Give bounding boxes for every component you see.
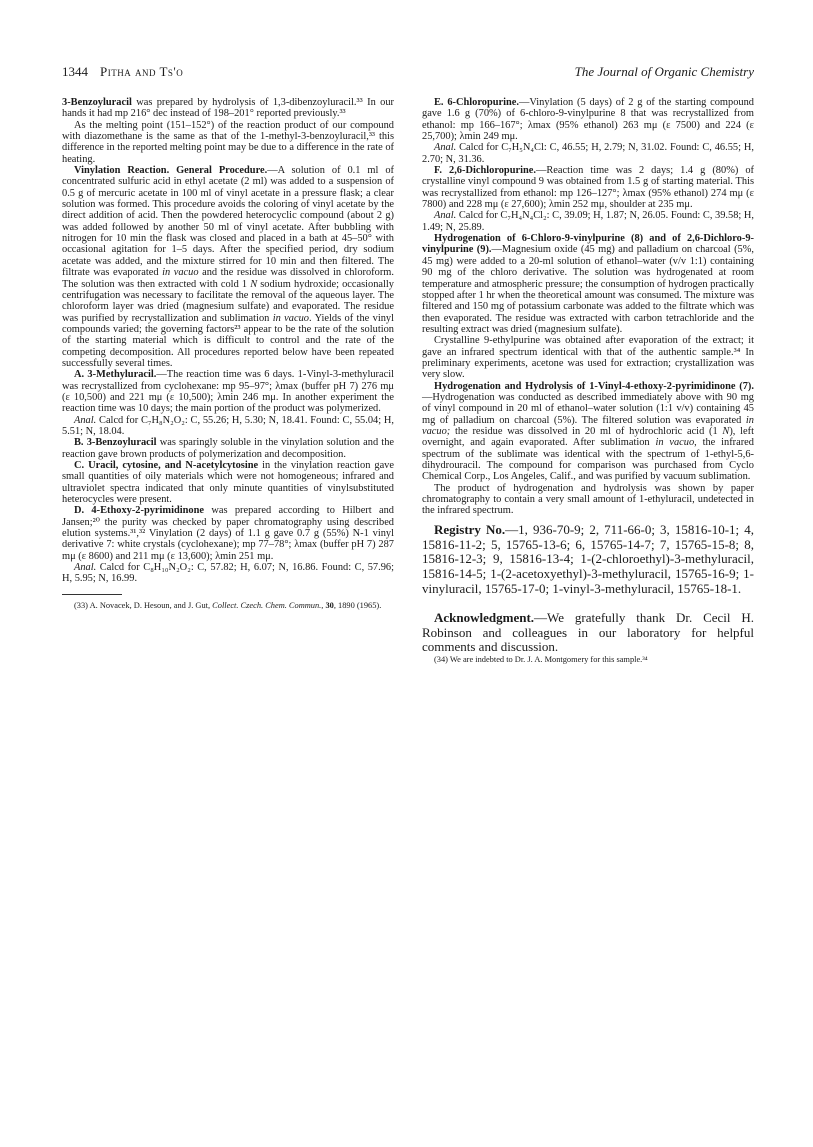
- acknowledgment-heading: Acknowledgment.: [434, 609, 535, 625]
- paragraph-heading: Hydrogenation and Hydrolysis of 1-Vinyl-4-ethoxy-2-pyrimidinone (7).: [434, 380, 754, 392]
- page-number: 1344: [62, 64, 88, 79]
- analysis-methyluracil: Anal. Calcd for C₇H₈N₂O₂: C, 55.26; H, 5.30; N, 18.41. Found: C, 55.04; H, 5.51; N, 18.04.: [62, 414, 394, 437]
- footnote-34: (34) We are indebted to Dr. J. A. Montgomery for this sample.³⁴: [434, 655, 648, 665]
- running-authors: Pitha and Ts'o: [100, 64, 184, 79]
- footnote-divider: [62, 594, 122, 595]
- paragraph-ethylpurine: Crystalline 9-ethylpurine was obtained after evaporation of the extract; it gave an infrared spectrum identical with that of the authentic sample.³⁴ In preliminary experiments, acetone was used for extraction; crystallization was very slow.: [422, 335, 754, 381]
- paragraph-heading: D. 4-Ethoxy-2-pyrimidinone: [74, 505, 205, 517]
- right-column: [422, 97, 754, 665]
- journal-title: The Journal of Organic Chemistry: [574, 64, 754, 79]
- paragraph-heading: Hydrogenation of 6-Chloro-9-vinylpurine (8) and of 2,6-Dichloro-9-vinylpurine (9).: [422, 233, 754, 256]
- analysis-ethoxy-pyrimidinone: Anal. Calcd for C₈H₁₀N₂O₂: C, 57.82; H, 6.07; N, 16.86. Found: C, 57.96; H, 5.95; N, 16.99.: [62, 562, 394, 585]
- paragraph-heading: C. Uracil, cytosine, and N-acetylcytosine: [74, 460, 259, 471]
- paragraph-heading: B. 3-Benzoyluracil: [74, 437, 157, 449]
- paragraph-vinylation-procedure: Vinylation Reaction. General Procedure.—A solution of 0.1 ml of concentrated sulfuric acid in ethyl acetate (2 ml) was added to a suspension of 0.5 g of mercuric acetate in 100 ml of vinyl acetate in a pressure flask; a clear solution was formed. This procedure avoids the coloring of vinyl acetate by the direct addition of acid. Then the powdered heterocyclic compound (about 2 g) was added followed by another 50 ml of vinyl acetate. After bubbling with nitrogen for 10 min the flask was closed and placed in a bath at 45–50° with occasional agitation for 1–5 days. After the specified period, dry sodium acetate was added, and the mixture stirred for 10 min and then filtered. The filtrate was evaporated in vacuo and the residue was dissolved in chloroform. The solution was then extracted with cold 1 N sodium hydroxide; occasionally centrifugation was necessary to facilitate the removal of the aqueous layer. The chloroform layer was dried (magnesium sulfate) and evaporated. The residue was purified by recrystallization and sublimation in vacuo. Yields of the vinyl compounds varied; the governing factors²³ appear to be the rate of the solution of the starting material which is difficult to control and the rate of the competing decomposition. All procedures reported below have been repeated successfully several times.: [62, 165, 394, 369]
- paragraph-melting-point: As the melting point (151–152°) of the reaction product of our compound with diazomethane is the same as that of the 1-methyl-3-benzoyluracil,³³ this difference in the reported melting point may be due to a difference in the rate of heating.: [62, 119, 394, 165]
- analysis-chloropurine: Anal. Calcd for C₇H₅N₄Cl: C, 46.55; H, 2.79; N, 31.02. Found: C, 46.55; H, 2.70; N, 31.36.: [422, 142, 754, 165]
- analysis-dichloropurine: Anal. Calcd for C₇H₄N₄Cl₂: C, 39.09; H, 1.87; N, 26.05. Found: C, 39.58; H, 1.49; N, 25.89.: [422, 210, 754, 233]
- paragraph-chloropurine: E. 6-Chloropurine.—Vinylation (5 days) of 2 g of the starting compound gave 1.6 g (70%) of 6-chloro-9-vinylpurine 8 that was recrystallized from ethanol: mp 166–167°; λmax (95% ethanol) 263 mμ (ε 7500) and 224 (ε 25,700); λmin 249 mμ.: [422, 97, 754, 143]
- paragraph-hydrogenation-purines: Hydrogenation of 6-Chloro-9-vinylpurine (8) and of 2,6-Dichloro-9-vinylpurine (9).—Magnesium oxide (45 mg) and palladium on charcoal (5%, 45 mg) were added to a 20-ml solution of ethanol–water (v/v 1:1) containing 90 mg of the chloro derivative. The solution was hydrogenated at room temperature and atmospheric pressure; the consumption of hydrogen practically stopped after 1 hr when the theoretical amount was consumed. The mixture was filtered and 150 mg of potassium carbonate was added to the filtrate which was then evaporated. The residue was extracted with carbon tetrachloride and the resulting extract was dried (magnesium sulfate).: [422, 233, 755, 335]
- registry-numbers: Registry No.—1, 936-70-9; 2, 711-66-0; 3, 15816-10-1; 4, 15816-11-2; 5, 15765-13-6; 6, 15765-14-7; 7, 15765-15-8; 8, 15816-12-3; 9, 15816-13-4; 1-(2-chloroethyl)-3-methyluracil, 15816-14-5; 1-(2-acetoxyethyl)-3-methyluracil, 15765-16-9; 1-vinyluracil, 15765-17-0; 1-vinyl-3-methyluracil, 15765-18-1.: [422, 521, 754, 596]
- left-column: [62, 97, 394, 610]
- paragraph-hydrogenation-hydrolysis: Hydrogenation and Hydrolysis of 1-Vinyl-4-ethoxy-2-pyrimidinone (7).—Hydrogenation was conducted as described immediately above with 90 mg of vinyl compound in 20 ml of ethanol–water solution (1:1 v/v) containing 45 mg of palladium on charcoal (5%). The filtered solution was evaporated in vacuo; the residue was dissolved in 20 ml of hydrochloric acid (1 N), left overnight, and again evaporated. After sublimation in vacuo, the infrared spectrum of the sublimate was identical with the spectrum of 1-ethyl-5,6-dihydrouracil. The compound for comparison was purchased from Cyclo Chemical Corp., Los Angeles, Calif., and was purified by vacuum sublimation.: [422, 380, 754, 483]
- running-header: [62, 64, 754, 84]
- paragraph-benzoyluracil: [62, 97, 394, 120]
- paragraph-heading: E. 6-Chloropurine.: [434, 97, 520, 108]
- paragraph-heading: F. 2,6-Dichloropurine.: [434, 165, 536, 177]
- paragraph-heading: A. 3-Methyluracil.: [74, 369, 157, 381]
- paragraph-ethyluracil: The product of hydrogenation and hydrolysis was shown by paper chromatography to contain a very small amount of 1-ethyluracil, undetected in the infrared spectrum.: [422, 482, 754, 517]
- paragraph-dichloropurine: F. 2,6-Dichloropurine.—Reaction time was 2 days; 1.4 g (80%) of crystalline vinyl compound 9 was obtained from 1.5 g of starting material. This was recrystallized from ethanol: mp 126–127°; λmax (95% ethanol) 274 mμ (ε 7800) and 228 mμ (ε 27,600); λmin 252 mμ, shoulder at 235 mμ.: [422, 165, 754, 211]
- paragraph-uracil-cytosine: C. Uracil, cytosine, and N-acetylcytosine in the vinylation reaction gave small quantities of oily materials which were not homogeneous; infrared and ultraviolet spectra indicated that only minute quantities of vinylsubstituted heterocycles were present.: [62, 460, 394, 506]
- footnote-33: (33) A. Novacek, D. Hesoun, and J. Gut, Collect. Czech. Chem. Commun., 30, 1890 (1965).: [74, 600, 382, 610]
- paragraph-methyluracil: A. 3-Methyluracil.—The reaction time was 6 days. 1-Vinyl-3-methyluracil was recrystallized from cyclohexane: mp 95–97°; λmax (buffer pH 7) 276 mμ (ε 10,500) and 221 mμ (ε 10,500); λmin 246 mμ. In another experiment the reaction time was 10 days; the main portion of the product was polymerized.: [62, 369, 394, 415]
- paragraph-heading: 3-Benzoyluracil: [62, 97, 132, 108]
- paragraph-text: was prepared by hydrolysis of 1,3-dibenzoyluracil.³³ In our hands it had mp 216° dec instead of 198–201° reported previously.³³: [62, 97, 394, 120]
- paragraph-benzoyluracil-vinylation: B. 3-Benzoyluracil was sparingly soluble in the vinylation solution and the reaction gave brown products of polymerization and decomposition.: [62, 437, 394, 460]
- acknowledgment: Acknowledgment.—We gratefully thank Dr. Cecil H. Robinson and colleagues in our laboratory for helpful comments and discussion.: [422, 609, 754, 655]
- registry-heading: Registry No.: [434, 521, 506, 537]
- paragraph-ethoxy-pyrimidinone: D. 4-Ethoxy-2-pyrimidinone was prepared according to Hilbert and Jansen;²⁰ the purity was checked by paper chromatography using described elution systems.³¹,³² Vinylation (2 days) of 1.1 g gave 0.7 g (55%) N-1 vinyl derivative 7: white crystals (cyclohexane); mp 77–78°; λmax (buffer pH 7) 287 mμ (ε 8600) and 211 mμ (ε 13,600); λmin 251 mμ.: [62, 505, 394, 562]
- paragraph-heading: Vinylation Reaction. General Procedure.: [74, 165, 268, 177]
